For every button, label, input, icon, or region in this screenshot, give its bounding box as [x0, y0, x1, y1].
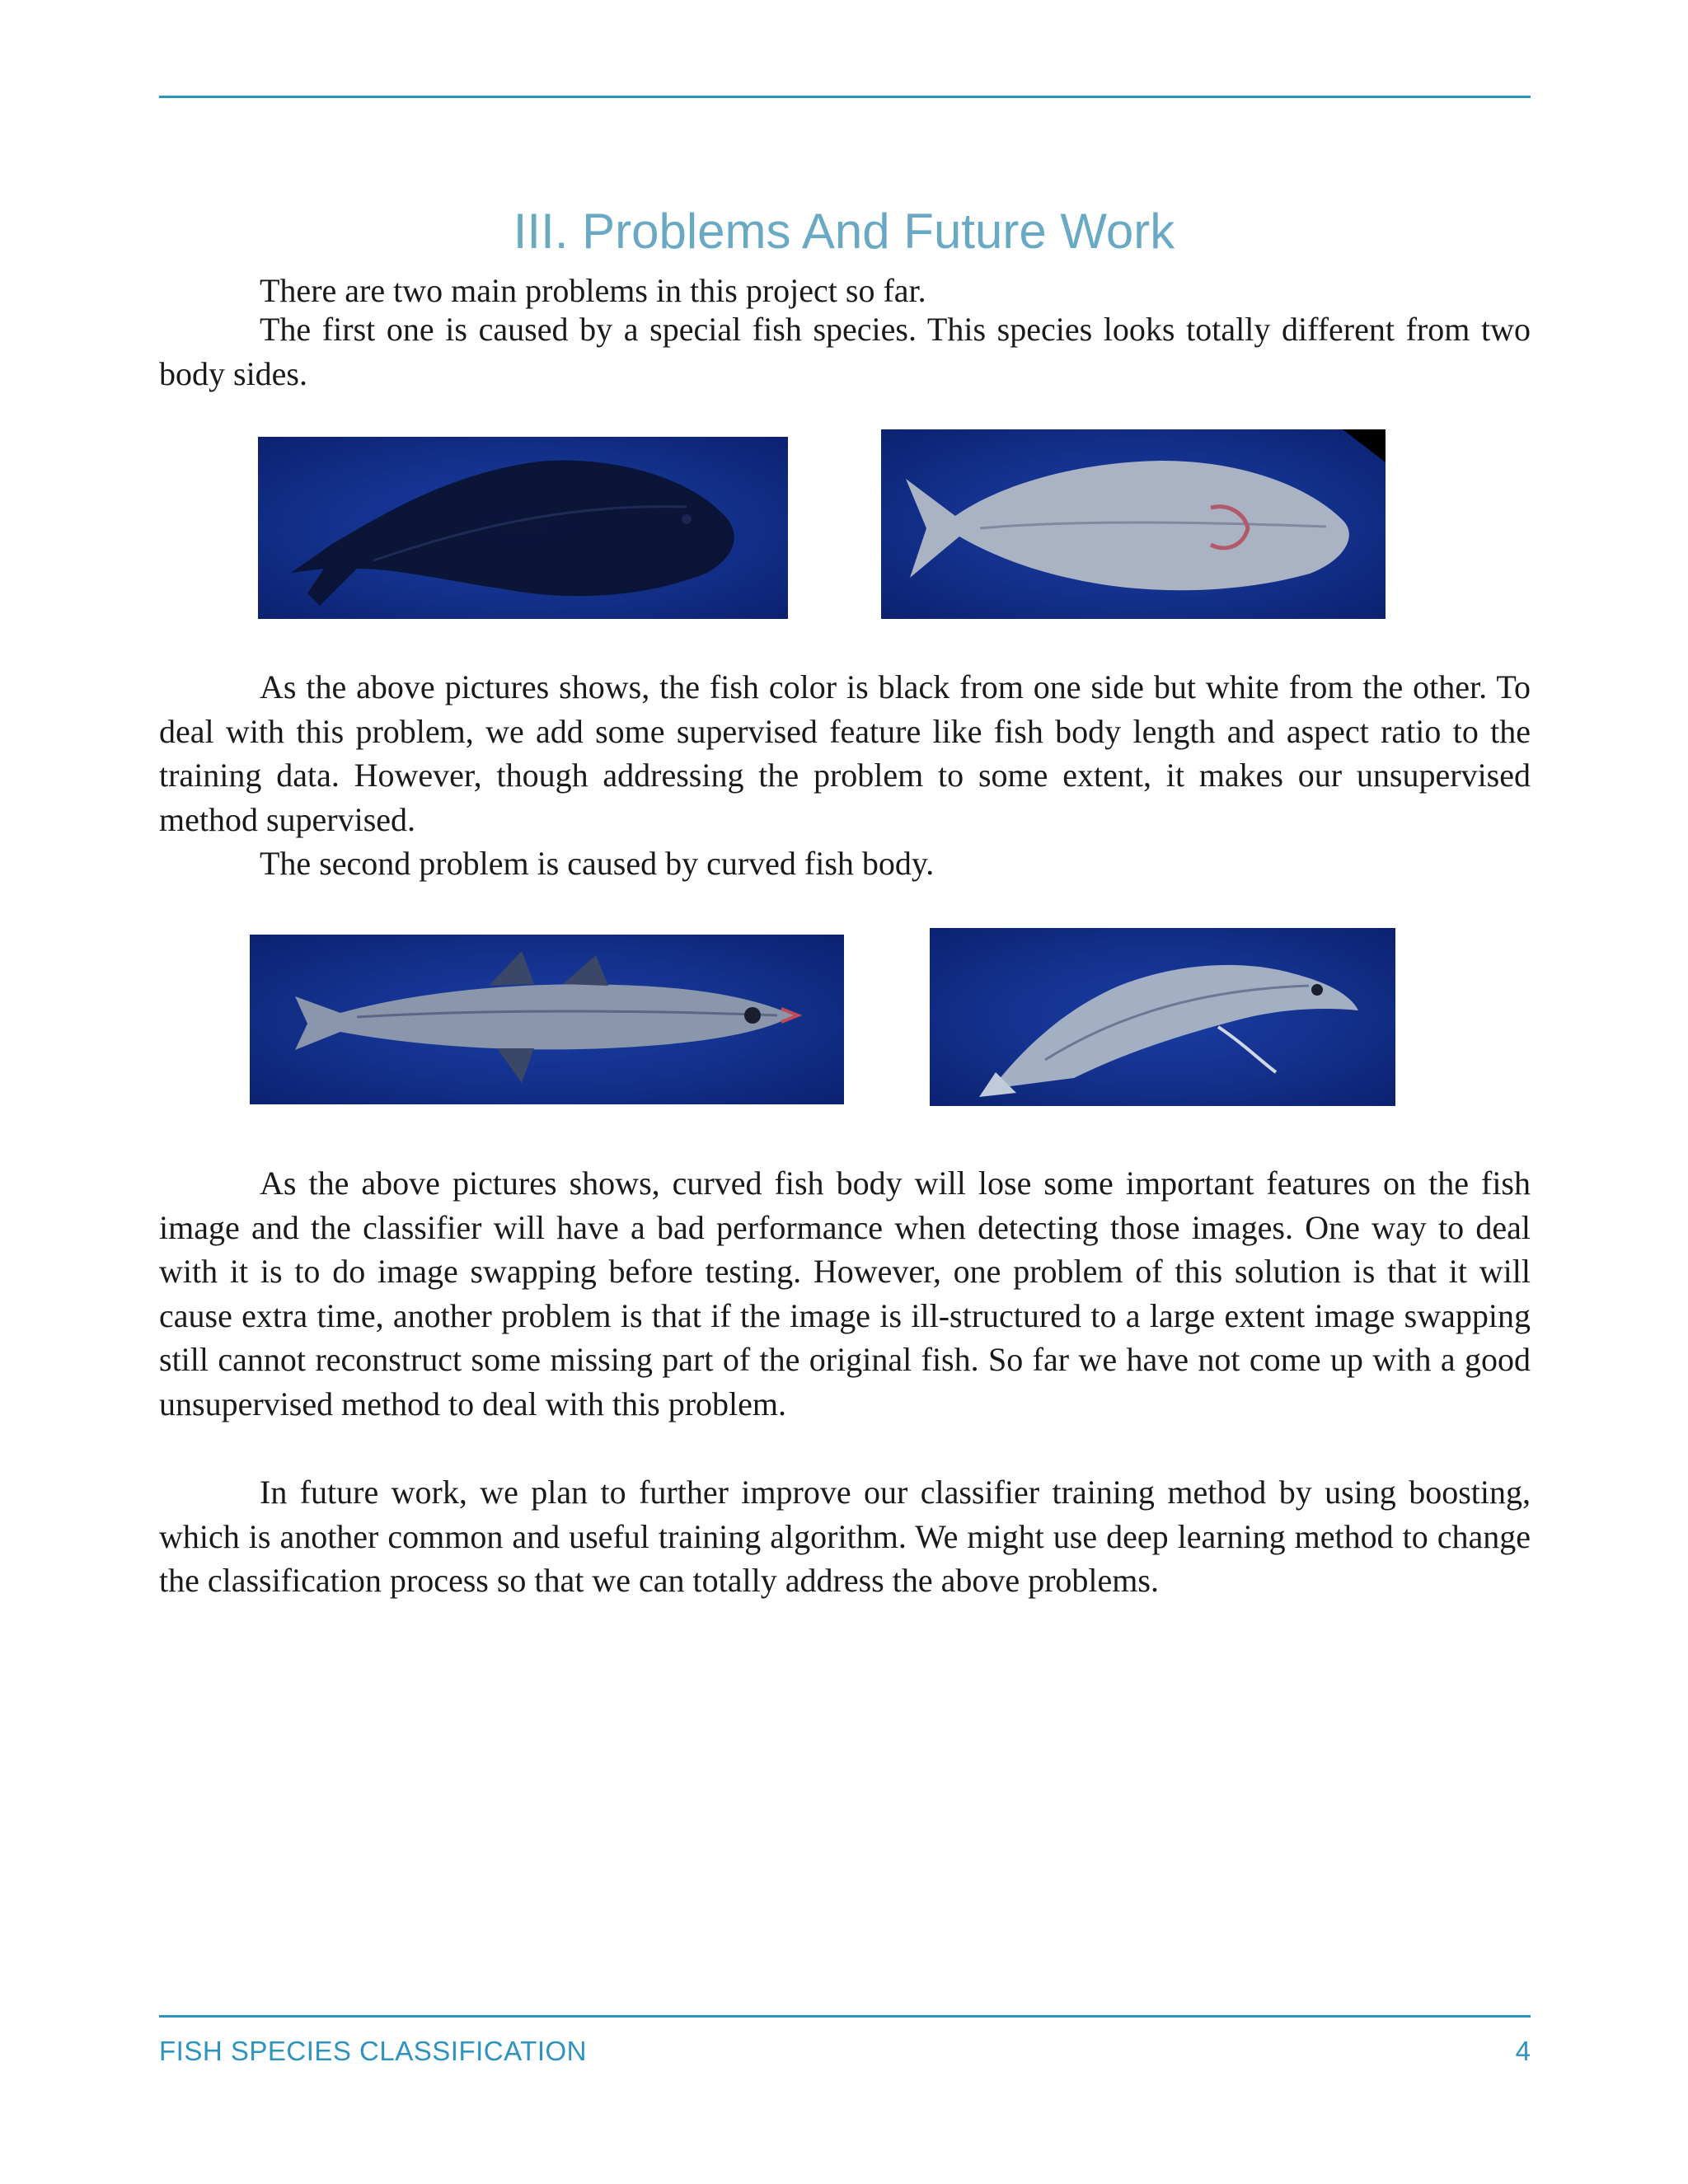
- paragraph-intro: There are two main problems in this project so far.: [260, 272, 926, 309]
- page-number: 4: [1515, 2036, 1531, 2066]
- footer-title: FISH SPECIES CLASSIFICATION: [159, 2036, 587, 2066]
- section-heading: III. Problems And Future Work: [513, 204, 1175, 259]
- white-side-flatfish-photo: [881, 429, 1386, 619]
- paragraph-future-work: In future work, we plan to further improve our classifier training method by using boosting, which is another common and useful training algorithm. We might use deep learning method to change the classification process so that we can totally address the above problems.: [159, 1474, 1531, 1599]
- dark-side-flatfish-photo: [258, 437, 788, 619]
- paragraph-first-problem: The first one is caused by a special fish species. This species looks totally different from two body sides.: [159, 311, 1531, 392]
- paragraph-second-problem: The second problem is caused by curved fish body.: [260, 845, 935, 882]
- header-rule: [159, 96, 1531, 98]
- paragraph-color-problem: As the above pictures shows, the fish color is black from one side but white from the other. To deal with this problem, we add some supervised feature like fish body length and aspect ratio to the training data. However, though addressing the problem to some extent, it makes our unsupervised method supervised.: [159, 668, 1531, 838]
- straight-fish-photo: [250, 935, 844, 1104]
- footer-rule: [159, 2015, 1531, 2018]
- paragraph-curved-problem: As the above pictures shows, curved fish body will lose some important features on the fish image and the classifier will have a bad performance when detecting those images. One way to deal with it is to do image swapping before testing. However, one problem of this solution is that it will cause extra time, another problem is that if the image is ill-structured to a large extent image swapping still cannot reconstruct some missing part of the original fish. So far we have not come up with a good unsupervised method to deal with this problem.: [159, 1165, 1531, 1422]
- curved-fish-photo: [930, 928, 1395, 1106]
